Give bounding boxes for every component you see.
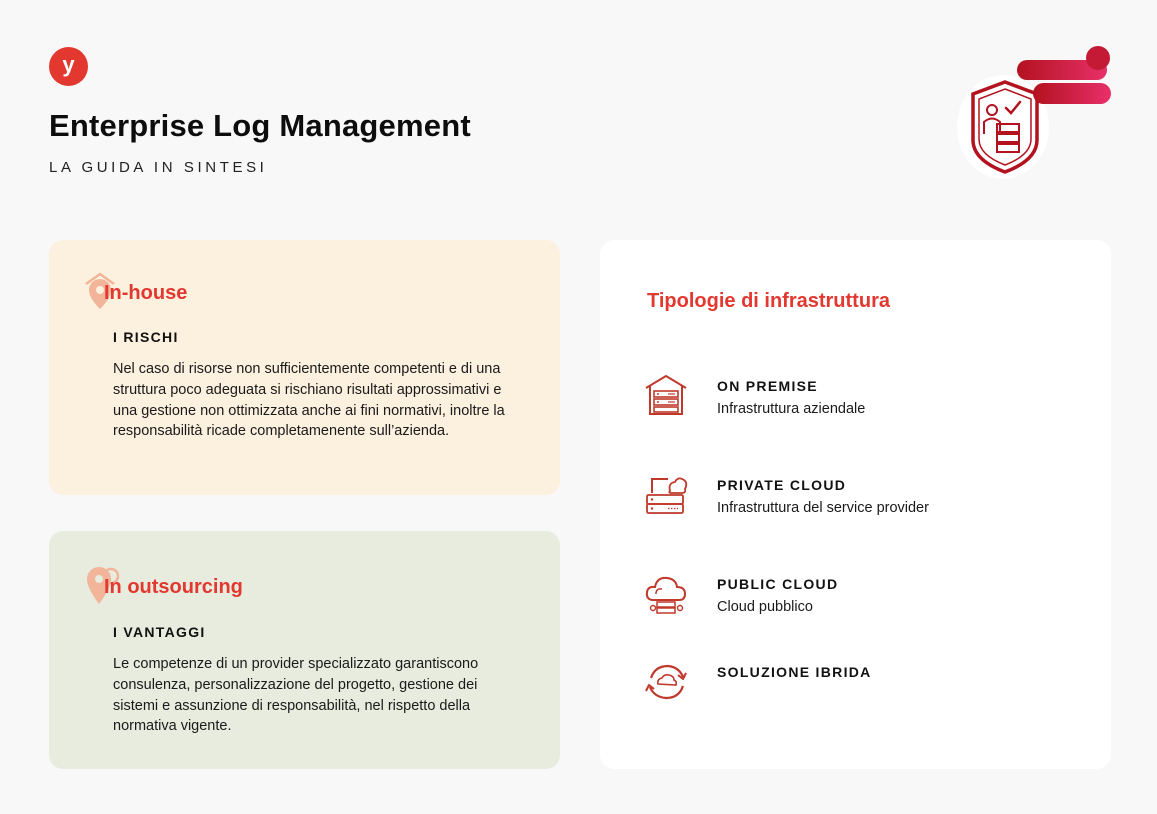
in-house-label: I RISCHI (113, 329, 179, 345)
infrastructure-card (600, 240, 1111, 769)
outsourcing-label: I VANTAGGI (113, 624, 206, 640)
outsourcing-body: Le competenze di un provider specializzato garantiscono consulenza, personalizzazione del progetto, gestione dei sistemi e assunzione di responsabilità, nel rispetto della normativa vigente. (113, 656, 479, 735)
infra-desc-on-premise: Infrastruttura aziendale (717, 401, 866, 417)
private-cloud-server-icon (644, 473, 688, 517)
brand-logo-letter: y (62, 51, 75, 77)
infra-desc-public-cloud: Cloud pubblico (717, 599, 813, 615)
on-premise-server-icon (644, 374, 688, 418)
infra-item-public-cloud (644, 572, 1084, 622)
infra-item-hybrid (644, 660, 1084, 710)
outsourcing-card (49, 531, 560, 769)
infra-name-hybrid: SOLUZIONE IBRIDA (717, 664, 872, 680)
infra-item-private-cloud (644, 473, 1084, 523)
page-subtitle: LA GUIDA IN SINTESI (49, 159, 268, 176)
infra-desc-private-cloud: Infrastruttura del service provider (717, 500, 929, 516)
infrastructure-title: Tipologie di infrastruttura (647, 290, 890, 312)
infra-name-public-cloud: PUBLIC CLOUD (717, 576, 839, 592)
in-house-body: Nel caso di risorse non sufficientemente competenti e di una struttura poco adeguata si rischiano risultati approssimativi e una gestione non ottimizzata anche ai fini normativi, inoltre la responsabilità ricade completamenente sull’azienda. (113, 361, 505, 440)
in-house-card (49, 240, 560, 495)
page-title: Enterprise Log Management (49, 108, 471, 143)
infra-name-private-cloud: PRIVATE CLOUD (717, 477, 847, 493)
in-house-heading: In-house (104, 282, 188, 304)
security-shield-illustration-icon (955, 42, 1115, 182)
infra-item-on-premise (644, 374, 1084, 424)
brand-logo (49, 47, 88, 86)
public-cloud-icon (644, 572, 688, 616)
outsourcing-heading: In outsourcing (104, 576, 243, 598)
infra-name-on-premise: ON PREMISE (717, 378, 818, 394)
hybrid-sync-icon (644, 660, 688, 704)
